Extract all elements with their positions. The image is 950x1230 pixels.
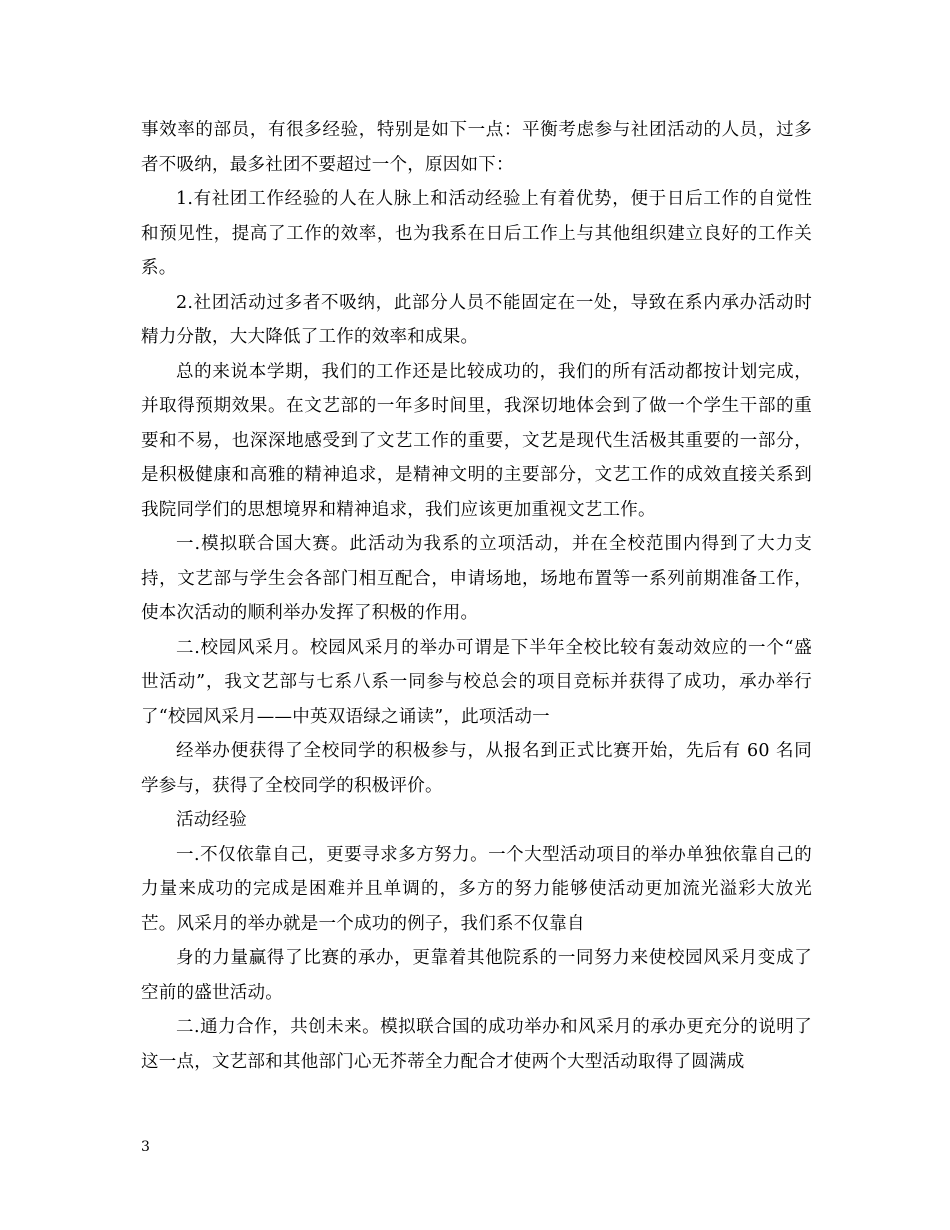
- section-heading: 活动经验: [176, 810, 247, 830]
- paragraph: 2.社团活动过多者不吸纳，此部分人员不能固定在一处，导致在系内承办活动时精力分散，大大降低了工作的效率和成果。: [141, 292, 812, 347]
- paragraph: 二.通力合作，共创未来。模拟联合国的成功举办和风采月的承办更充分的说明了这一点，文艺部和其他部门心无芥蒂全力配合才使两个大型活动取得了圆满成: [141, 1017, 812, 1072]
- paragraph: 身的力量赢得了比赛的承办，更靠着其他院系的一同努力来使校园风采月变成了空前的盛世活动。: [141, 948, 812, 1003]
- paragraph: 事效率的部员，有很多经验，特别是如下一点：平衡考虑参与社团活动的人员，过多者不吸纳，最多社团不要超过一个，原因如下：: [141, 120, 812, 175]
- page-number: 3: [141, 1139, 150, 1155]
- paragraph: 一.模拟联合国大赛。此活动为我系的立项活动，并在全校范围内得到了大力支持，文艺部与学生会各部门相互配合，申请场地，场地布置等一系列前期准备工作，使本次活动的顺利举办发挥了积极的作用。: [141, 534, 812, 623]
- paragraph: 一.不仅依靠自己，更要寻求多方努力。一个大型活动项目的举办单独依靠自己的力量来成功的完成是困难并且单调的，多方的努力能够使活动更加流光溢彩大放光芒。风采月的举办就是一个成功的例子，我们系不仅靠自: [141, 844, 812, 934]
- paragraph: 二.校园风采月。校园风采月的举办可谓是下半年全校比较有轰动效应的一个“盛世活动”，我文艺部与七系八系一同参与校总会的项目竞标并获得了成功，承办举行了“校园风采月——中英双语绿之诵读”，此项活动一: [141, 637, 812, 727]
- paragraph: 1.有社团工作经验的人在人脉上和活动经验上有着优势，便于日后工作的自觉性和预见性，提高了工作的效率，也为我系在日后工作上与其他组织建立良好的工作关系。: [141, 189, 812, 278]
- paragraph: 经举办便获得了全校同学的积极参与，从报名到正式比赛开始，先后有 60 名同学参与，获得了全校同学的积极评价。: [141, 741, 812, 796]
- document-body: [141, 113, 812, 1079]
- paragraph: 总的来说本学期，我们的工作还是比较成功的，我们的所有活动都按计划完成，并取得预期效果。在文艺部的一年多时间里，我深切地体会到了做一个学生干部的重要和不易，也深深地感受到了文艺工作的重要，文艺是现代生活极其重要的一部分，是积极健康和高雅的精神追求，是精神文明的主要部分，文艺工作的成效直接关系到我院同学们的思想境界和精神追求，我们应该更加重视文艺工作。: [141, 361, 812, 520]
